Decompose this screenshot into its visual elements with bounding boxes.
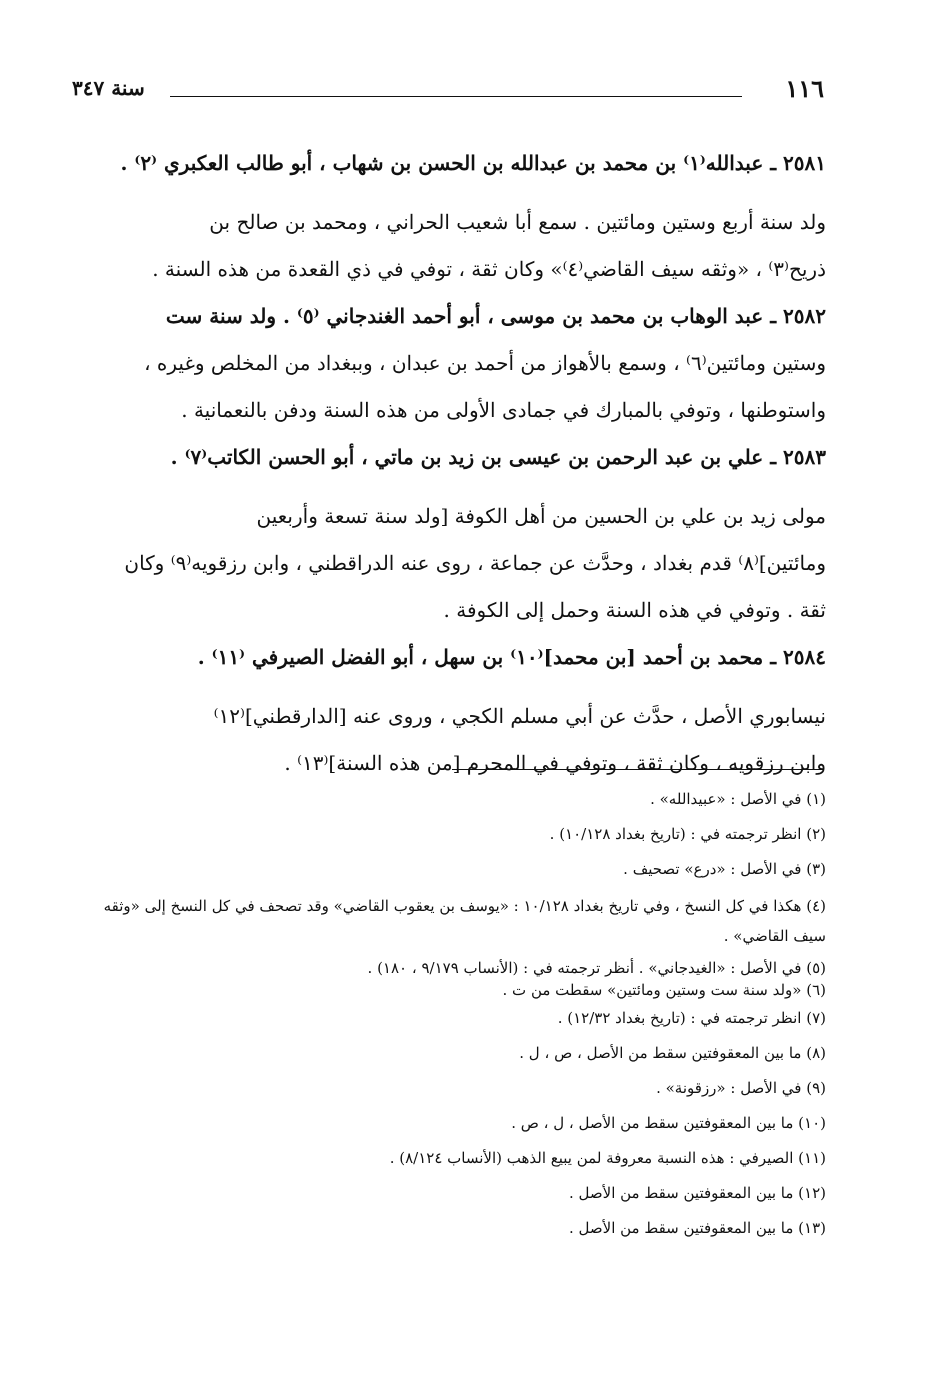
entry-body-line: ثقة . وتوفي في هذه السنة وحمل إلى الكوفة . (443, 598, 826, 622)
running-head-year: سنة ٣٤٧ (72, 76, 145, 100)
entry-body-line: وستين ومائتين⁽٦⁾ ، وسمع بالأهواز من أحمد بن عبدان ، وببغداد من المخلص وغيره ، (144, 351, 826, 375)
entry-body-line: واستوطنها ، وتوفي بالمبارك في جمادى الأولى من هذه السنة ودفن بالنعمانية . (181, 398, 826, 422)
main-text (74, 140, 826, 787)
entry-body-line: وابن رزقويه ، وكان ثقة ، وتوفي في المحرم [من هذه السنة]⁽١٣⁾ . (284, 751, 826, 775)
entry-heading-2584: ٢٥٨٤ ـ محمد بن أحمد [بن محمد]⁽١٠⁾ بن سهل ، أبو الفضل الصيرفي ⁽١١⁾ . (197, 645, 826, 669)
header-rule (170, 96, 742, 97)
footnote-11: (١١) الصيرفي : هذه النسبة معروفة لمن يبيع الذهب (الأنساب ٨/١٢٤) . (389, 1149, 826, 1167)
footnote-5: (٥) في الأصل : «الغيدجاني» . أنظر ترجمته في : (الأنساب ٩/١٧٩ ، ١٨٠) . (367, 959, 826, 977)
page-header (72, 74, 824, 106)
entry-body-line: مولى زيد بن علي بن الحسين من أهل الكوفة [ولد سنة تسعة وأربعين (256, 504, 826, 528)
entry-heading-2581: ٢٥٨١ ـ عبدالله⁽١⁾ بن محمد بن عبدالله بن الحسن بن شهاب ، أبو طالب العكبري ⁽٢⁾ . (120, 151, 826, 175)
footnote-9: (٩) في الأصل : «رزقونة» . (656, 1079, 826, 1097)
footnote-separator (452, 769, 824, 770)
footnote-12: (١٢) ما بين المعقوفتين سقط من الأصل . (569, 1184, 826, 1202)
entry-heading-2583: ٢٥٨٣ ـ علي بن عبد الرحمن بن عيسى بن زيد بن ماتي ، أبو الحسن الكاتب⁽٧⁾ . (170, 445, 826, 469)
footnote-13: (١٣) ما بين المعقوفتين سقط من الأصل . (569, 1219, 826, 1237)
footnote-8: (٨) ما بين المعقوفتين سقط من الأصل ، ص ، ل . (519, 1044, 826, 1062)
entry-body-line: ذريح⁽٣⁾ ، «وثقه سيف القاضي⁽٤⁾» وكان ثقة ، توفي في ذي القعدة من هذه السنة . (152, 257, 826, 281)
footnote-7: (٧) انظر ترجمته في : (تاريخ بغداد ١٢/٣٢) . (557, 1009, 826, 1027)
footnote-1: (١) في الأصل : «عبيدالله» . (650, 790, 826, 808)
footnotes (74, 782, 826, 1246)
entry-body-line: ولد سنة أربع وستين ومائتين . سمع أبا شعيب الحراني ، ومحمد بن صالح بن (209, 210, 826, 234)
footnote-3: (٣) في الأصل : «درع» تصحيف . (623, 860, 826, 878)
footnote-10: (١٠) ما بين المعقوفتين سقط من الأصل ، ل ، ص . (511, 1114, 826, 1132)
footnote-4: (٤) هكذا في كل النسخ ، وفي تاريخ بغداد ١٠/١٢٨ : «يوسف بن يعقوب القاضي» وقد تصحف في كل النسخ إلى «وثقه سيف القاضي» . (103, 897, 826, 945)
entry-body-line: ومائتين]⁽٨⁾ قدم بغداد ، وحدَّث عن جماعة ، روى عنه الدراقطني ، وابن رزقويه⁽٩⁾ وكان (124, 551, 826, 575)
page-number: ١١٦ (785, 74, 824, 103)
entry-heading-2582: ٢٥٨٢ ـ عبد الوهاب بن محمد بن موسى ، أبو أحمد الغندجاني ⁽٥⁾ . ولد سنة ست (165, 304, 826, 328)
footnote-6: (٦) «ولد سنة ست وستين ومائتين» سقطت من ت . (502, 981, 826, 999)
footnote-2: (٢) انظر ترجمته في : (تاريخ بغداد ١٠/١٢٨) . (549, 825, 826, 843)
entry-body-line: نيسابوري الأصل ، حدَّث عن أبي مسلم الكجي ، وروى عنه [الدارقطني]⁽١٢⁾ (213, 704, 826, 728)
